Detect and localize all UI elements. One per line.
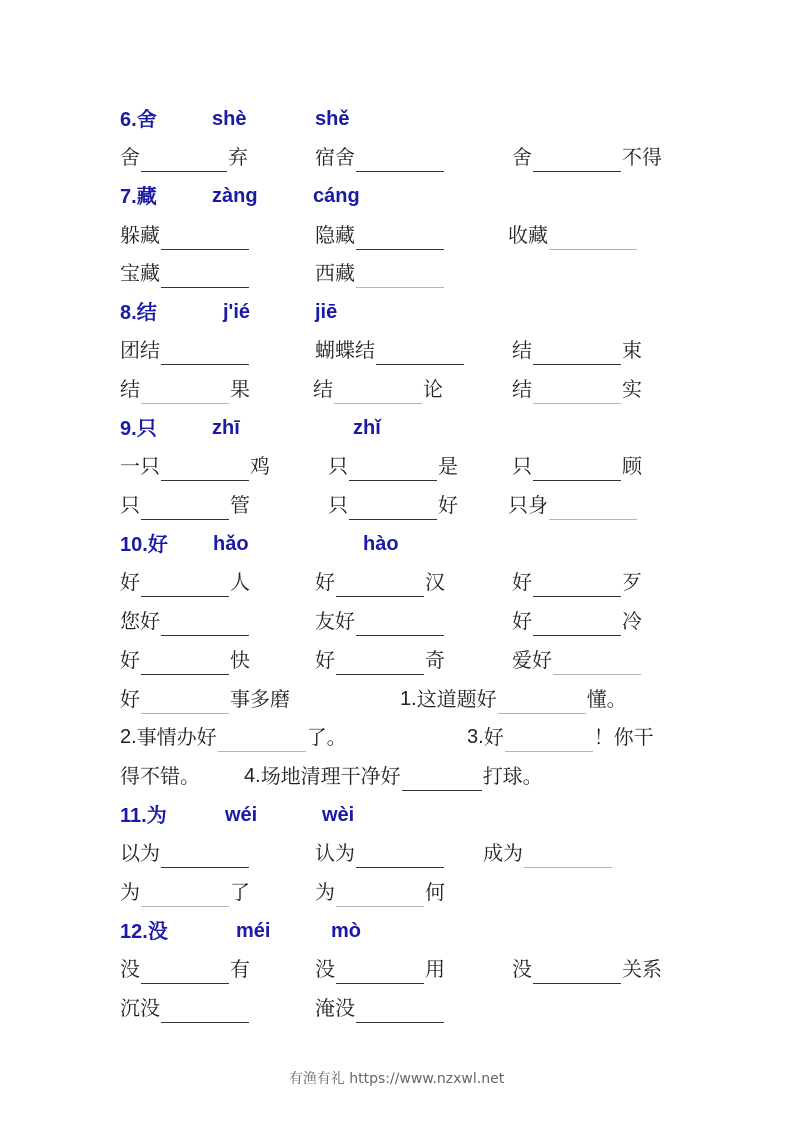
blank-item: 沉没 [120,993,250,1023]
section-11-number: 11.为 [120,803,167,827]
blank-item: 蝴蝶结 [315,335,465,365]
blank-item: 宿舍 [315,142,445,172]
section-7-pinyin-2: cáng [313,185,360,207]
blank-item: 没 关系 [512,954,662,984]
answer-blank[interactable] [533,458,621,481]
blank-item: 好 事多磨 [120,684,290,714]
section-12-pinyin-1: méi [236,920,271,942]
blank-item: 只 是 [328,451,458,481]
answer-blank[interactable] [161,342,249,365]
blank-item: 好 汉 [315,567,445,597]
answer-blank[interactable] [356,265,444,288]
blank-item: 淹没 [315,993,445,1023]
section-9-pinyin-2: zhǐ [353,417,381,439]
section-6-number: 6.舍 [120,107,157,131]
answer-blank[interactable] [336,652,424,675]
answer-blank[interactable] [376,342,464,365]
blank-item: 结 果 [120,374,250,404]
section-10-pinyin-2: hào [363,533,399,555]
answer-blank[interactable] [161,227,249,250]
blank-item: 为 了 [120,877,250,907]
answer-blank[interactable] [141,691,229,714]
section-12-pinyin-2: mò [331,920,361,942]
footer-watermark: 有渔有礼 https://www.nzxwl.net [288,1071,505,1087]
blank-item: 友好 [315,606,445,636]
section-6-pinyin-2: shě [315,108,350,130]
answer-blank[interactable] [141,884,229,907]
section-11-pinyin-2: wèi [322,804,355,826]
answer-blank[interactable] [141,574,229,597]
blank-item: 只 顾 [512,451,642,481]
answer-blank[interactable] [161,1000,249,1023]
sentence-4: 4. 场地清理干净好 打球。 [244,761,543,791]
answer-blank[interactable] [161,613,249,636]
section-9-number: 9.只 [120,416,157,440]
sentence-1: 1. 这道题好 懂。 [400,684,627,714]
answer-blank[interactable] [498,691,586,714]
answer-blank[interactable] [549,497,637,520]
sentence-3: 3. 好 ！你干 [467,722,654,752]
section-12-number: 12.没 [120,919,168,943]
blank-item: 好 奇 [315,645,445,675]
answer-blank[interactable] [533,613,621,636]
answer-blank[interactable] [161,458,249,481]
sentence-2: 2. 事情办好 了。 [120,722,347,752]
answer-blank[interactable] [505,729,593,752]
blank-item: 好 快 [120,645,250,675]
blank-item: 躲藏 [120,220,250,250]
answer-blank[interactable] [141,652,229,675]
blank-item: 没 有 [120,954,250,984]
blank-item: 西藏 [315,258,445,288]
blank-item: 以为 [120,838,250,868]
blank-item: 好 人 [120,567,250,597]
answer-blank[interactable] [349,458,437,481]
answer-blank[interactable] [402,768,482,791]
blank-item: 结 实 [512,374,642,404]
sentence-3-continued: 得不错。 [120,764,200,788]
section-8-number: 8.结 [120,300,157,324]
section-11-pinyin-1: wéi [225,804,258,826]
answer-blank[interactable] [356,613,444,636]
section-9-pinyin-1: zhī [212,417,240,439]
answer-blank[interactable] [356,1000,444,1023]
blank-item: 舍 弃 [120,142,248,172]
blank-item: 好 歹 [512,567,642,597]
blank-item: 成为 [483,838,613,868]
answer-blank[interactable] [336,884,424,907]
answer-blank[interactable] [533,961,621,984]
section-8-pinyin-2: jiē [315,301,338,323]
section-8-pinyin-1: j'ié [223,301,250,323]
answer-blank[interactable] [141,497,229,520]
blank-item: 为 何 [315,877,445,907]
answer-blank[interactable] [549,227,637,250]
section-10-number: 10.好 [120,532,168,556]
blank-item: 好 冷 [512,606,642,636]
blank-item: 收藏 [508,220,638,250]
blank-item: 舍 不得 [512,142,662,172]
blank-item: 没 用 [315,954,445,984]
blank-item: 爱好 [512,645,642,675]
blank-item: 宝藏 [120,258,250,288]
answer-blank[interactable] [356,149,444,172]
answer-blank[interactable] [161,845,249,868]
answer-blank[interactable] [356,845,444,868]
section-7-pinyin-1: zàng [212,185,258,207]
answer-blank[interactable] [141,961,229,984]
answer-blank[interactable] [141,149,227,172]
answer-blank[interactable] [356,227,444,250]
blank-item: 只 管 [120,490,250,520]
blank-item: 隐藏 [315,220,445,250]
blank-item: 认为 [315,838,445,868]
answer-blank[interactable] [533,149,621,172]
blank-item: 一只 鸡 [120,451,270,481]
answer-blank[interactable] [533,574,621,597]
section-10-pinyin-1: hǎo [213,533,249,555]
blank-item: 只 好 [328,490,458,520]
blank-item: 只身 [508,490,638,520]
answer-blank[interactable] [336,574,424,597]
answer-blank[interactable] [218,729,306,752]
answer-blank[interactable] [161,265,249,288]
answer-blank[interactable] [533,342,621,365]
answer-blank[interactable] [524,845,612,868]
blank-item: 结 论 [313,374,443,404]
section-6-pinyin-1: shè [212,108,247,130]
answer-blank[interactable] [334,381,422,404]
answer-blank[interactable] [349,497,437,520]
blank-item: 团结 [120,335,250,365]
answer-blank[interactable] [336,961,424,984]
answer-blank[interactable] [533,381,621,404]
answer-blank[interactable] [141,381,229,404]
section-7-number: 7.藏 [120,184,157,208]
blank-item: 结 束 [512,335,642,365]
answer-blank[interactable] [553,652,641,675]
blank-item: 您好 [120,606,250,636]
